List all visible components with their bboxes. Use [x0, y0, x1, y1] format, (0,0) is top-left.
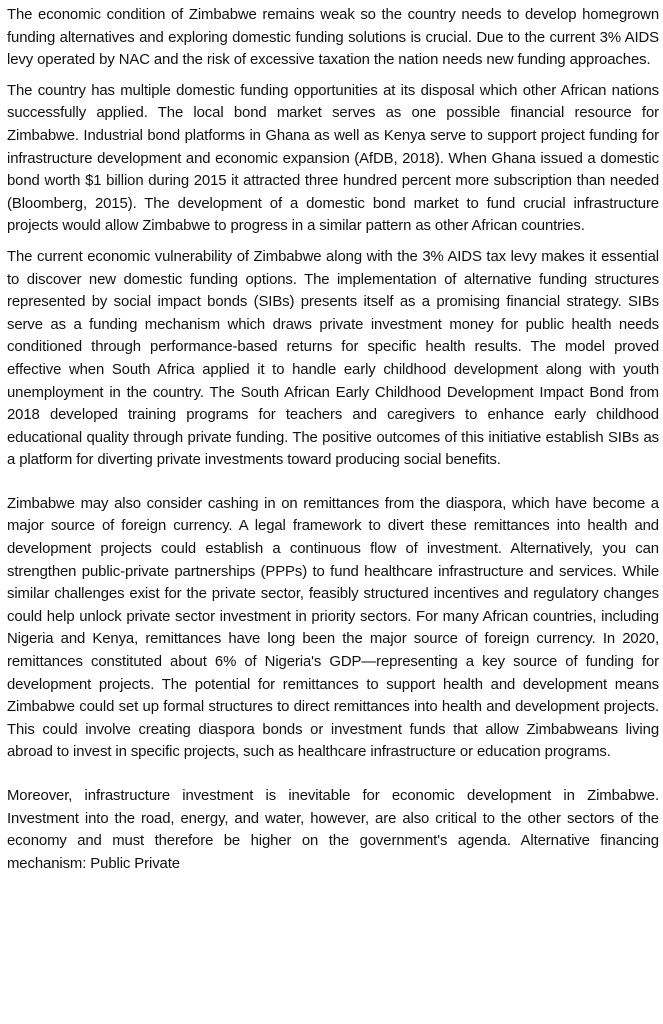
document-page [7, 4, 659, 875]
paragraph-infrastructure-investment: Moreover, infrastructure investment is inevitable for economic development in Zimbabwe. Investment into the road, energy, and water, however, are also critical to the other sectors of the economy and must therefore be higher on the government's agenda. Alternative financing mechanism: Public Private [7, 788, 659, 872]
paragraph-domestic-bond-market: The country has multiple domestic funding opportunities at its disposal which other African nations successfully applied. The local bond market serves as one possible financial resource for Zimbabwe. Industrial bond platforms in Ghana as well as Kenya serve to support project funding for infrastructure development and economic expansion (AfDB, 2018). When Ghana issued a domestic bond worth $1 billion during 2015 it attracted three hundred percent more subscription than needed (Bloomberg, 2015). The development of a domestic bond market to fund crucial infrastructure projects would allow Zimbabwe to progress in a similar pattern as other African countries. [7, 82, 659, 235]
paragraph-funding-alternatives: The economic condition of Zimbabwe remains weak so the country needs to develop homegrown funding alternatives and exploring domestic funding solutions is crucial. Due to the current 3% AIDS levy operated by NAC and the risk of excessive taxation the nation needs new funding approaches. [7, 7, 659, 69]
paragraph-diaspora-remittances: Zimbabwe may also consider cashing in on remittances from the diaspora, which have become a major source of foreign currency. A legal framework to divert these remittances into health and development projects could establish a continuous flow of investment. Alternatively, you can strengthen public-private partnerships (PPPs) to fund healthcare infrastructure and services. While similar challenges exist for the private sector, feasibly structured incentives and regulatory changes could help unlock private sector investment in priority sectors. For many African countries, including Nigeria and Kenya, remittances have long been the major source of foreign currency. In 2020, remittances constituted about 6% of Nigeria's GDP—representing a key source of funding for development projects. The potential for remittances to support health and development means Zimbabwe could set up formal structures to direct remittances into health and development projects. This could involve creating diaspora bonds or investment funds that allow Zimbabweans living abroad to invest in specific projects, such as healthcare infrastructure or education programs. [7, 495, 659, 761]
paragraph-social-impact-bonds: The current economic vulnerability of Zimbabwe along with the 3% AIDS tax levy makes it essential to discover new domestic funding options. The implementation of alternative funding structures represented by social impact bonds (SIBs) presents itself as a promising financial strategy. SIBs serve as a funding mechanism which draws private investment money for public health needs conditioned through performance-based returns for specific health results. The model proved effective when South Africa applied it to handle early childhood development along with youth unemployment in the country. The South African Early Childhood Development Impact Bond from 2018 developed training programs for teachers and caregivers to enhance early childhood educational quality through private funding. The positive outcomes of this initiative establish SIBs as a platform for diverting private investments toward producing social benefits. [7, 248, 659, 469]
